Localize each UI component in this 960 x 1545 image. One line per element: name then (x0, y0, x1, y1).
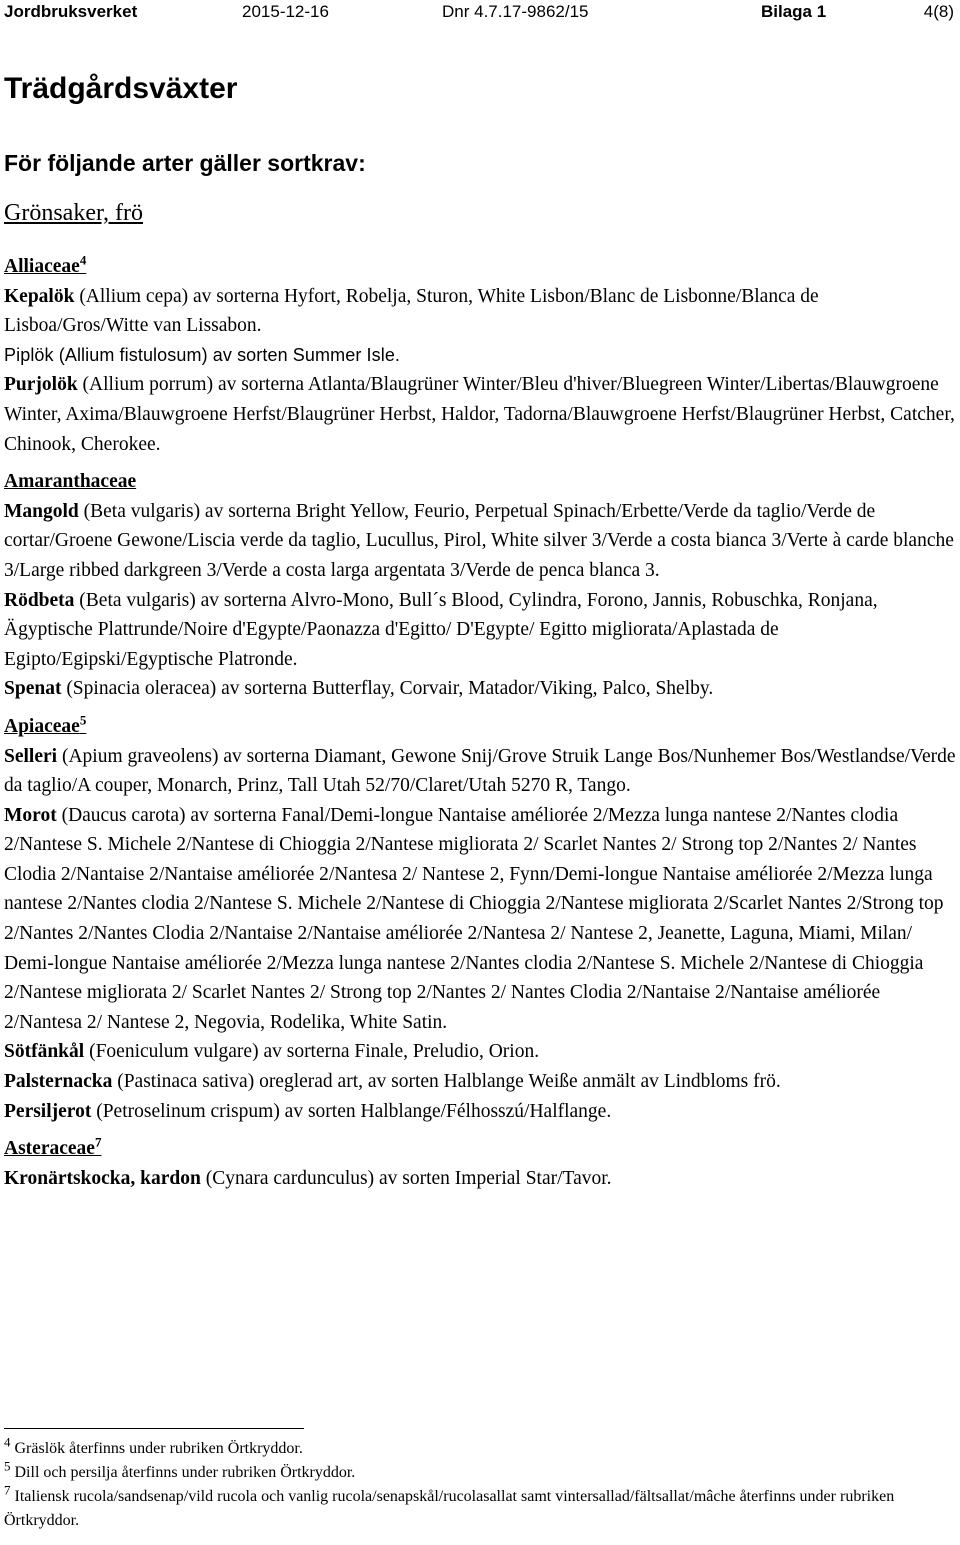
footnote (4, 1434, 958, 1461)
family-heading: Apiaceae$^5$ (4, 712, 87, 737)
header-reference-number: Dnr 4.7.17-9862/15 (442, 2, 589, 21)
header-appendix: Bilaga 1 (761, 2, 827, 21)
species-name: Piplök (4, 344, 54, 365)
species-entry (4, 1037, 956, 1067)
footnote-text: Gräslök återfinns under rubriken Örtkryddor. (10, 1440, 303, 1457)
family-heading: Asteraceae$^7$ (4, 1134, 102, 1160)
species-entry (4, 742, 956, 801)
species-name: Sötfänkål (4, 1041, 85, 1063)
family-block-asteraceae (4, 1134, 956, 1193)
document-body (4, 252, 956, 1193)
species-text: (Petroselinum crispum) av sorten Halblange/Félhosszú/Halflange. (91, 1100, 612, 1122)
page-header (4, 0, 954, 26)
family-block-apiaceae (4, 712, 956, 1126)
species-text: (Allium porrum) av sorterna Atlanta/Blaugrüner Winter/Bleu d'hiver/Bluegreen Winter/Libertas/Blauwgroene Winter, Axima/Blauwgroene Herfst/Blaugrüner Herbst, Haldor, Tadorna/Blauwgroene Herfst/Blaugrüner Herbst, Catcher, Chinook, Cherokee. (4, 374, 955, 455)
species-entry (4, 674, 956, 704)
species-text: (Foeniculum vulgare) av sorterna Finale, Preludio, Orion. (84, 1041, 540, 1063)
species-text: (Pastinaca sativa) oreglerad art, av sorten Halblange Weiße anmält av Lindbloms frö. (112, 1071, 781, 1093)
species-entry (4, 1097, 956, 1127)
species-text: (Spinacia oleracea) av sorterna Butterflay, Corvair, Matador/Viking, Palco, Shelby. (61, 678, 714, 700)
page-title: Trädgårdsväxter (4, 72, 238, 105)
footnote-number: 5 (4, 1458, 11, 1474)
footnotes (4, 1428, 958, 1533)
species-text: (Daucus carota) av sorterna Fanal/Demi-longue Nantaise améliorée 2/Mezza lunga nantese 2/Nantes clodia 2/Nantese S. Michele 2/Nantese di Chioggia 2/Nantese migliorata 2/ Scarlet Nantes 2/ Strong top 2/Nantes 2/ Nantes Clodia 2/Nantaise 2/Nantaise améliorée 2/Nantesa 2/ Nantese 2, Fynn/Demi-longue Nantaise améliorée 2/Mezza lunga nantese 2/Nantes clodia 2/Nantese S. Michele 2/Nantese di Chioggia 2/Nantese migliorata 2/Scarlet Nantes 2/Strong top 2/Nantes 2/Nantes Clodia 2/Nantaise 2/Nantaise améliorée 2/Nantesa 2/ Nantese 2, Jeanette, Laguna, Miami, Milan/ Demi-longue Nantaise améliorée 2/Mezza lunga nantese 2/Nantes clodia 2/Nantese S. Michele 2/Nantese di Chioggia 2/Nantese migliorata 2/ Scarlet Nantes 2/ Strong top 2/Nantes 2/ Nantes Clodia 2/Nantaise 2/Nantaise améliorée 2/Nantesa 2/ Nantese 2, Negovia, Rodelika, White Satin. (4, 804, 944, 1033)
species-text: (Beta vulgaris) av sorterna Alvro-Mono, Bull´s Blood, Cylindra, Forono, Jannis, Robuschka, Ronjana, Ägyptische Plattrunde/Noire d'Egypte/Paonazza d'Egitto/ D'Egypte/ Egitto migliorata/Aplastada de Egipto/Egipski/Egyptische Platronde. (4, 589, 878, 670)
species-name: Rödbeta (4, 589, 75, 611)
species-name: Spenat (4, 678, 62, 700)
footnote-text: Italiensk rucola/sandsenap/vild rucola och vanlig rucola/senapskål/rucolasallat samt vintersallad/fältsallat/mâche återfinns under rubriken Örtkryddor. (4, 1488, 895, 1529)
footnote (4, 1458, 958, 1485)
species-entry (4, 497, 956, 586)
species-name: Mangold (4, 500, 79, 522)
footnote-divider (4, 1428, 304, 1429)
footnote-ref: 4 (79, 252, 87, 268)
footnote (4, 1482, 958, 1533)
species-text: (Beta vulgaris) av sorterna Bright Yellow, Feurio, Perpetual Spinach/Erbette/Verde da taglio/Verde de cortar/Groene Gewone/Liscia verde da taglio, Lucullus, Pirol, White silver 3/Verde a costa bianca 3/Verte à carde blanche 3/Large ribbed darkgreen 3/Verde a costa larga argentata 3/Verde de penca blanca 3. (4, 500, 954, 581)
species-entry (4, 1164, 956, 1194)
header-date: 2015-12-16 (242, 2, 329, 21)
species-text: (Cynara cardunculus) av sorten Imperial Star/Tavor. (200, 1167, 612, 1189)
species-text: (Apium graveolens) av sorterna Diamant, Gewone Snij/Grove Struik Lange Bos/Nunhemer Bos/Westlandse/Verde da taglio/A couper, Monarch, Prinz, Tall Utah 52/70/Claret/Utah 5270 R, Tango. (4, 745, 956, 797)
footnote-ref: 7 (94, 1134, 102, 1150)
family-heading: Amaranthaceae (4, 471, 137, 493)
header-organization: Jordbruksverket (4, 2, 138, 21)
footnote-number: 4 (4, 1434, 11, 1450)
footnote-number: 7 (4, 1482, 11, 1498)
species-name: Kepalök (4, 285, 75, 307)
species-name: Purjolök (4, 374, 78, 396)
species-text: (Allium cepa) av sorterna Hyfort, Robelja, Sturon, White Lisbon/Blanc de Lisbonne/Blanca de Lisboa/Gros/Witte van Lissabon. (4, 285, 819, 337)
species-entry (4, 370, 956, 459)
species-name: Palsternacka (4, 1071, 113, 1093)
species-name: Kronärtskocka, kardon (4, 1167, 201, 1189)
header-page-number: 4(8) (923, 2, 954, 21)
footnote-ref: 5 (79, 712, 87, 728)
family-block-alliaceae (4, 252, 956, 459)
species-entry (4, 282, 956, 341)
family-block-amaranthaceae (4, 467, 956, 704)
species-entry (4, 801, 956, 1038)
species-entry (4, 586, 956, 675)
species-entry (4, 341, 956, 371)
footnote-text: Dill och persilja återfinns under rubriken Örtkryddor. (10, 1464, 356, 1481)
section-heading: Grönsaker, frö (4, 200, 143, 226)
species-name: Morot (4, 804, 57, 826)
page-subtitle: För följande arter gäller sortkrav: (4, 150, 366, 176)
species-name: Selleri (4, 745, 58, 767)
species-entry (4, 1067, 956, 1097)
family-heading: Alliaceae$^4$ (4, 252, 87, 277)
species-name: Persiljerot (4, 1100, 92, 1122)
species-text: (Allium fistulosum) av sorten Summer Isle. (53, 344, 401, 365)
